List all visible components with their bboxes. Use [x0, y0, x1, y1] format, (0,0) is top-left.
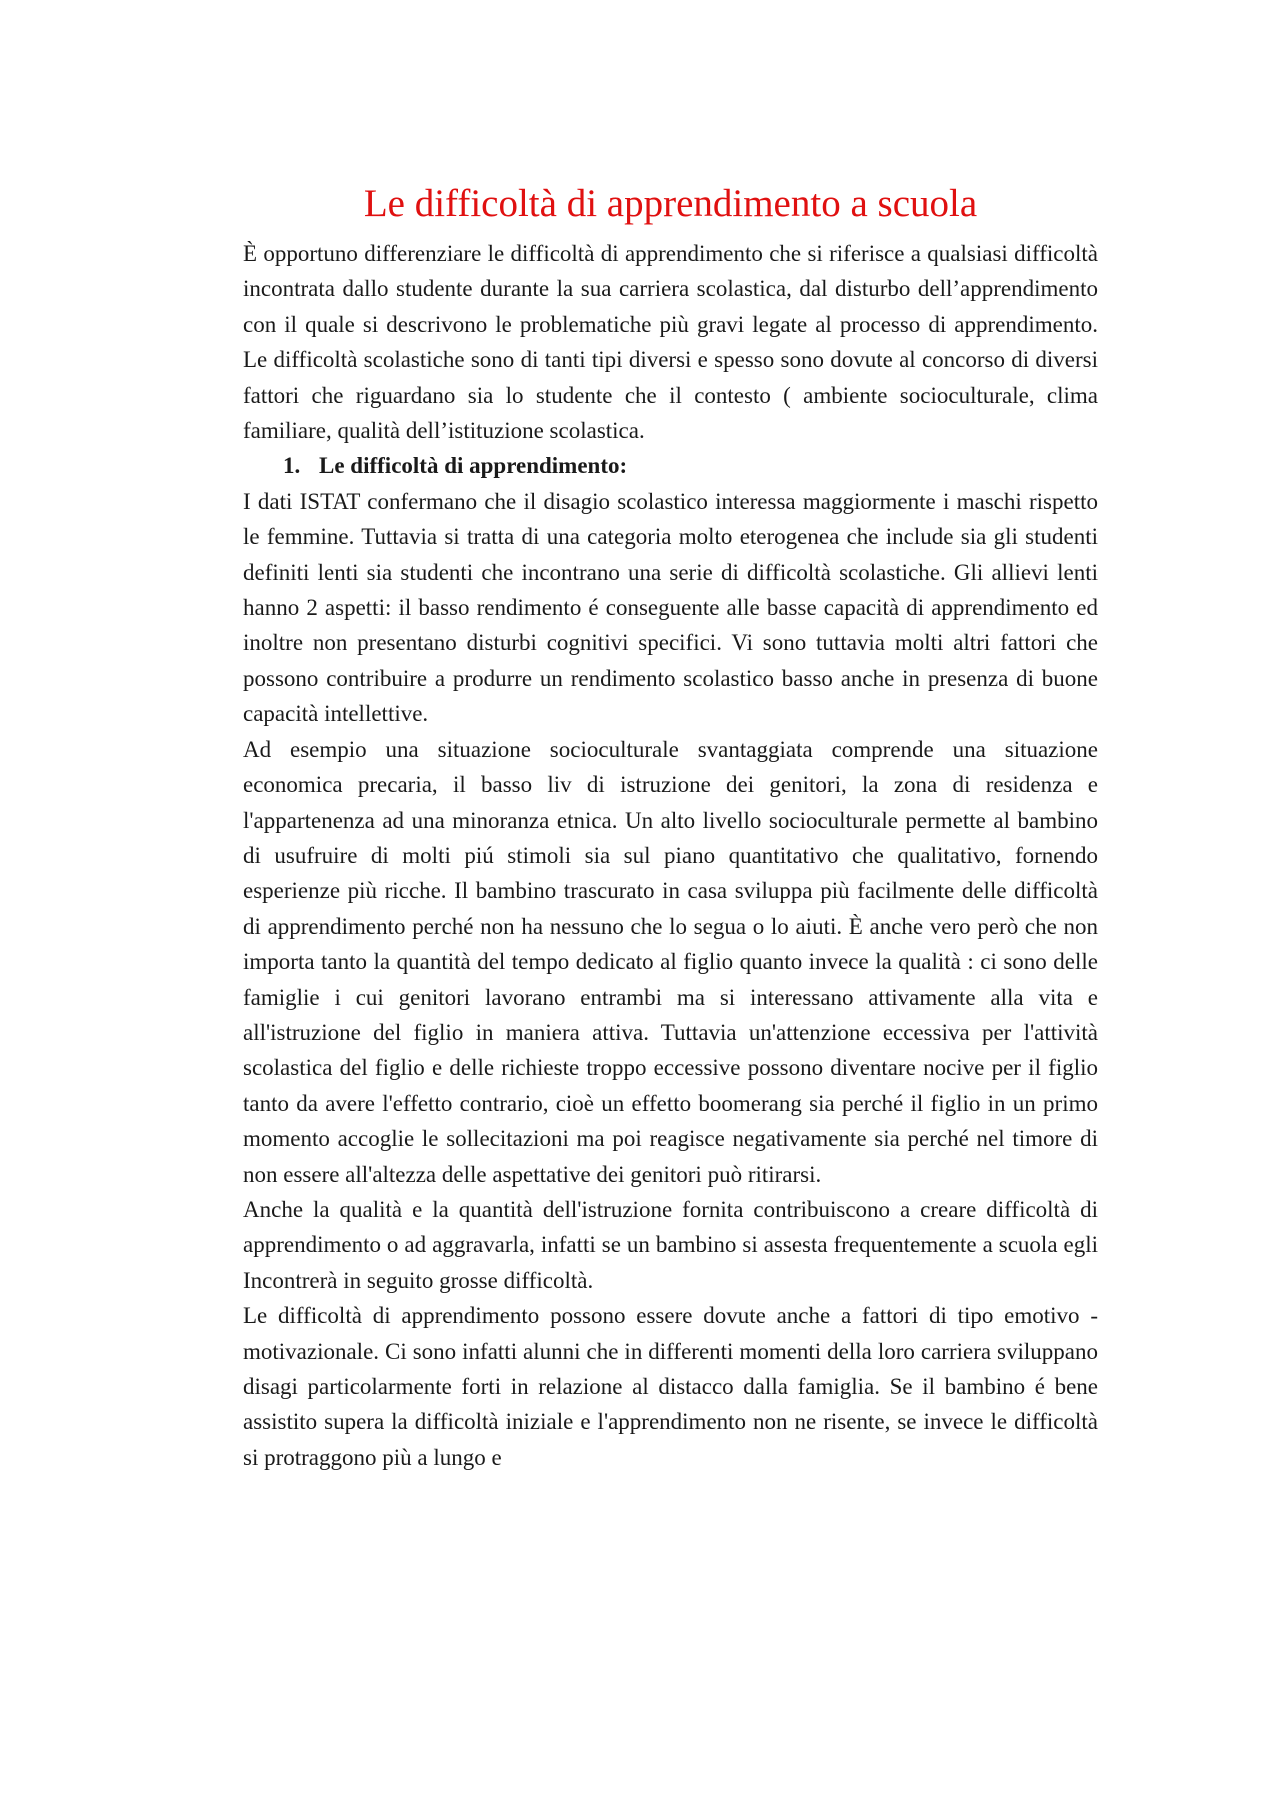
body-paragraph-1: I dati ISTAT confermano che il disagio scolastico interessa maggiormente i maschi rispetto le femmine. Tuttavia si tratta di una categoria molto eterogenea che include sia gli studenti definiti lenti sia studenti che incontrano una serie di difficoltà scolastiche. Gli allievi lenti hanno 2 aspetti: il basso rendimento é conseguente alle basse capacità di apprendimento ed inoltre non presentano disturbi cognitivi specifici. Vi sono tuttavia molti altri fattori che possono contribuire a produrre un rendimento scolastico basso anche in presenza di buone capacità intellettive.	[243, 488, 1098, 727]
body-paragraph-4: Le difficoltà di apprendimento possono essere dovute anche a fattori di tipo emotivo - motivazionale. Ci sono infatti alunni che in differenti momenti della loro carriera sviluppano disagi particolarmente forti in relazione al distacco dalla famiglia. Se il bambino é bene assistito supera la difficoltà iniziale e l'apprendimento non ne risente, se invece le difficoltà si protraggono più a lungo e	[243, 1303, 1098, 1470]
intro-paragraph: È opportuno differenziare le difficoltà di apprendimento che si riferisce a qualsiasi difficoltà incontrata dallo studente durante la sua carriera scolastica, dal disturbo dell’apprendimento con il quale si descrivono le problematiche più gravi legate al processo di apprendimento. Le difficoltà scolastiche sono di tanti tipi diversi e spesso sono dovute al concorso di diversi fattori che riguardano sia lo studente che il contesto ( ambiente socioculturale, clima familiare, qualità dell’istituzione scolastica.	[243, 241, 1098, 444]
section-heading	[243, 448, 1098, 483]
body-paragraph-3: Anche la qualità e la quantità dell'istruzione fornita contribuiscono a creare difficoltà di apprendimento o ad aggravarla, infatti se un bambino si assesta frequentemente a scuola egli Incontrerà in seguito grosse difficoltà.	[243, 1196, 1098, 1293]
body-paragraph-2: Ad esempio una situazione socioculturale svantaggiata comprende una situazione economica precaria, il basso liv di istruzione dei genitori, la zona di residenza e l'appartenenza ad una minoranza etnica. Un alto livello socioculturale permette al bambino di usufruire di molti piú stimoli sia sul piano quantitativo che qualitativo, fornendo esperienze più ricche. Il bambino trascurato in casa sviluppa più facilmente delle difficoltà di apprendimento perché non ha nessuno che lo segua o lo aiuti. È anche vero però che non importa tanto la quantità del tempo dedicato al figlio quanto invece la qualità : ci sono delle famiglie i cui genitori lavorano entrambi ma si interessano attivamente alla vita e all'istruzione del figlio in maniera attiva. Tuttavia un'attenzione eccessiva per l'attività scolastica del figlio e delle richieste troppo eccessive possono diventare nocive per il figlio tanto da avere l'effetto contrario, cioè un effetto boomerang sia perché il figlio in un primo momento accoglie le sollecitazioni ma poi reagisce negativamente sia perché nel timore di non essere all'altezza delle aspettative dei genitori può ritirarsi.	[243, 736, 1098, 1187]
section-number: 1.	[283, 453, 301, 479]
section-heading-text: Le difficoltà di apprendimento:	[319, 453, 628, 479]
document-title: Le difficoltà di apprendimento a scuola	[363, 182, 978, 225]
document-body	[243, 236, 1098, 1475]
